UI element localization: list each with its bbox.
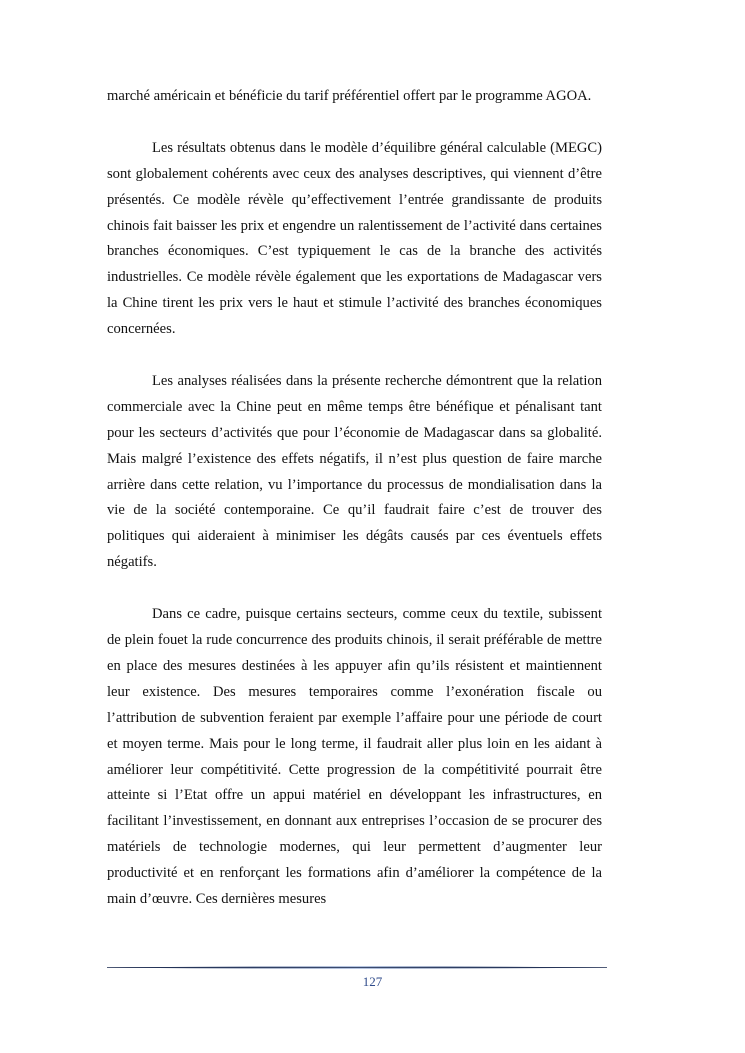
footer-rule bbox=[107, 965, 607, 970]
page-number: 127 bbox=[362, 974, 383, 989]
paragraph-measures: Dans ce cadre, puisque certains secteurs, comme ceux du textile, subissent de plein fouet la rude concurrence des produits chinois, il serait préférable de mettre en place des mesures destinées à les appuyer afin qu’ils résistent et maintiennent leur existence. Des mesures temporaires comme l’exonération fiscale ou l’attribution de subvention feraient par exemple l’affaire pour une période de court et moyen terme. Mais pour le long terme, il faudrait aller plus loin en les aidant à améliorer leur compétitivité. Cette progression de la compétitivité pourrait être atteinte si l’Etat offre un appui matériel en développant les infrastructures, en facilitant l’investissement, en donnant aux entreprises l’occasion de se procurer des matériels de technologie modernes, qui leur permettent d’augmenter leur productivité et en renforçant les formations afin d’améliorer la compétence de la main d’œuvre. Ces dernières mesures bbox=[107, 606, 602, 908]
paragraph-continuation: marché américain et bénéficie du tarif préférentiel offert par le programme AGOA. bbox=[107, 88, 592, 104]
document-body bbox=[107, 84, 602, 913]
paragraph-analyses: Les analyses réalisées dans la présente recherche démontrent que la relation commerciale avec la Chine peut en même temps être bénéfique et pénalisant tant pour les secteurs d’activités que pour l’économie de Madagascar dans sa globalité. Mais malgré l’existence des effets négatifs, il n’est plus question de faire marche arrière dans cette relation, vu l’importance du processus de mondialisation dans la vie de la société contemporaine. Ce qu’il faudrait faire c’est de trouver des politiques qui aideraient à minimiser les dégâts causés par ces éventuels effets négatifs. bbox=[107, 372, 602, 571]
paragraph-megc-results: Les résultats obtenus dans le modèle d’équilibre général calculable (MEGC) sont globalement cohérents avec ceux des analyses descriptives, qui viennent d’être présentés. Ce modèle révèle qu’effectivement l’entrée grandissante de produits chinois fait baisser les prix et engendre un ralentissement de l’activité dans certaines branches économiques. C’est typiquement le cas de la branche des activités industrielles. Ce modèle révèle également que les exportations de Madagascar vers la Chine tirent les prix vers le haut et stimule l’activité des branches économiques concernées. bbox=[107, 139, 602, 338]
